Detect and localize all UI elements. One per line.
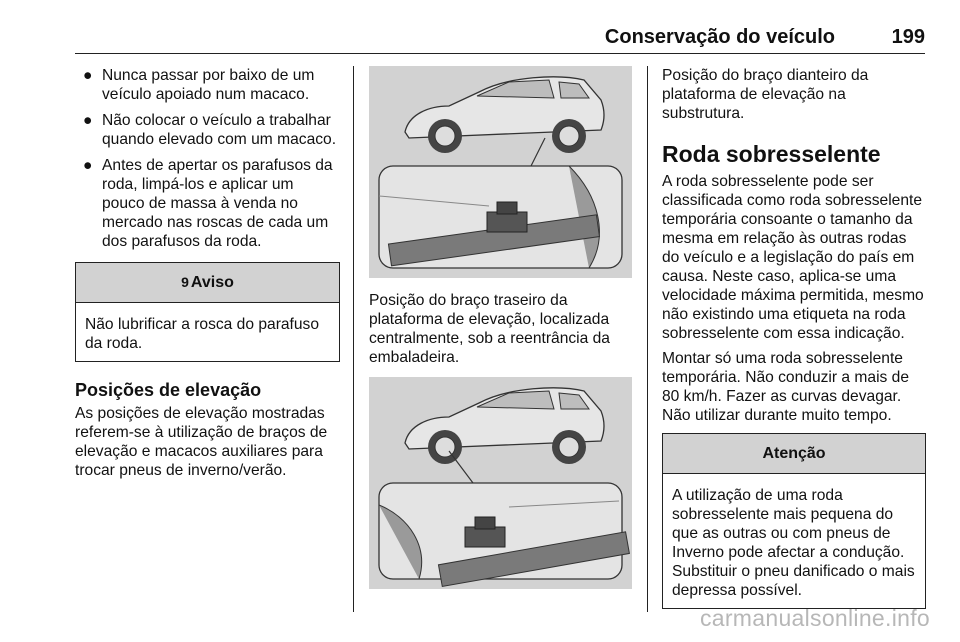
- figure-caption-front: Posição do braço dianteiro da plataforma de elevação na substrutura.: [662, 67, 869, 122]
- section-title-spare-wheel: Roda sobresselente: [662, 141, 881, 167]
- spare-wheel-paragraph-2: Montar só uma roda sobresselente temporária. Não conduzir a mais de 80 km/h. Fazer as curvas devagar. Não utilizar durante muito tempo.: [662, 350, 910, 424]
- atencao-title: Atenção: [762, 445, 826, 462]
- page-number: 199: [891, 26, 925, 48]
- column-divider-1: [353, 66, 354, 612]
- atencao-body: A utilização de uma roda sobresselente mais pequena do que as outras ou com pneus de Inverno pode afectar a condução. Substituir o pneu danificado o mais depressa possível.: [672, 487, 915, 599]
- page-title: Conservação do veículo: [604, 26, 835, 48]
- aviso-header: [76, 263, 339, 303]
- car-illustration-front: [369, 377, 632, 589]
- aviso-box: [75, 262, 340, 362]
- warning-bullet-list: [75, 66, 340, 251]
- column-right: [662, 66, 926, 609]
- column-left: [75, 66, 340, 486]
- column-divider-2: [647, 66, 648, 612]
- aviso-body: Não lubrificar a rosca do parafuso da roda.: [85, 316, 320, 352]
- list-item: ● Nunca passar por baixo de um veículo apoiado num macaco.: [83, 67, 315, 103]
- watermark: carmanualsonline.info: [699, 605, 930, 631]
- page-header: [75, 24, 925, 54]
- atencao-box: [662, 433, 926, 609]
- list-item: ● Não colocar o veículo a trabalhar quando elevado com um macaco.: [83, 112, 337, 148]
- figure-caption-rear: Posição do braço traseiro da plataforma de elevação, localizada centralmente, sob a reentrância da embaladeira.: [369, 292, 610, 366]
- bullet-icon: ●: [83, 67, 93, 84]
- column-middle: [369, 66, 632, 589]
- figure-front-lift-position: [369, 377, 632, 589]
- aviso-title: Aviso: [190, 274, 234, 291]
- section-body-lifting: As posições de elevação mostradas referem-se à utilização de braços de elevação e macacos auxiliares para trocar pneus de inverno/verão.: [75, 405, 328, 479]
- figure-rear-lift-position: [369, 66, 632, 278]
- bullet-icon: ●: [83, 112, 93, 129]
- warning-triangle-icon: 9: [181, 274, 189, 290]
- list-item: ● Antes de apertar os parafusos da roda, limpá-los e aplicar um pouco de massa à venda no mercado nas roscas de cada um dos parafusos da roda.: [83, 157, 333, 250]
- spare-wheel-paragraph-1: A roda sobresselente pode ser classificada como roda sobresselente temporária consoante o tamanho da mesma em relação às outras rodas do veículo e a legislação do país em causa. Neste caso, aplica-se uma velocidade máxima permitida, mesmo não existindo uma etiqueta na roda sobresselente com essa indicação.: [662, 173, 924, 342]
- atencao-header: [663, 434, 925, 474]
- car-illustration-rear: [369, 66, 632, 278]
- section-title-lifting: Posições de elevação: [75, 380, 262, 400]
- bullet-icon: ●: [83, 157, 93, 174]
